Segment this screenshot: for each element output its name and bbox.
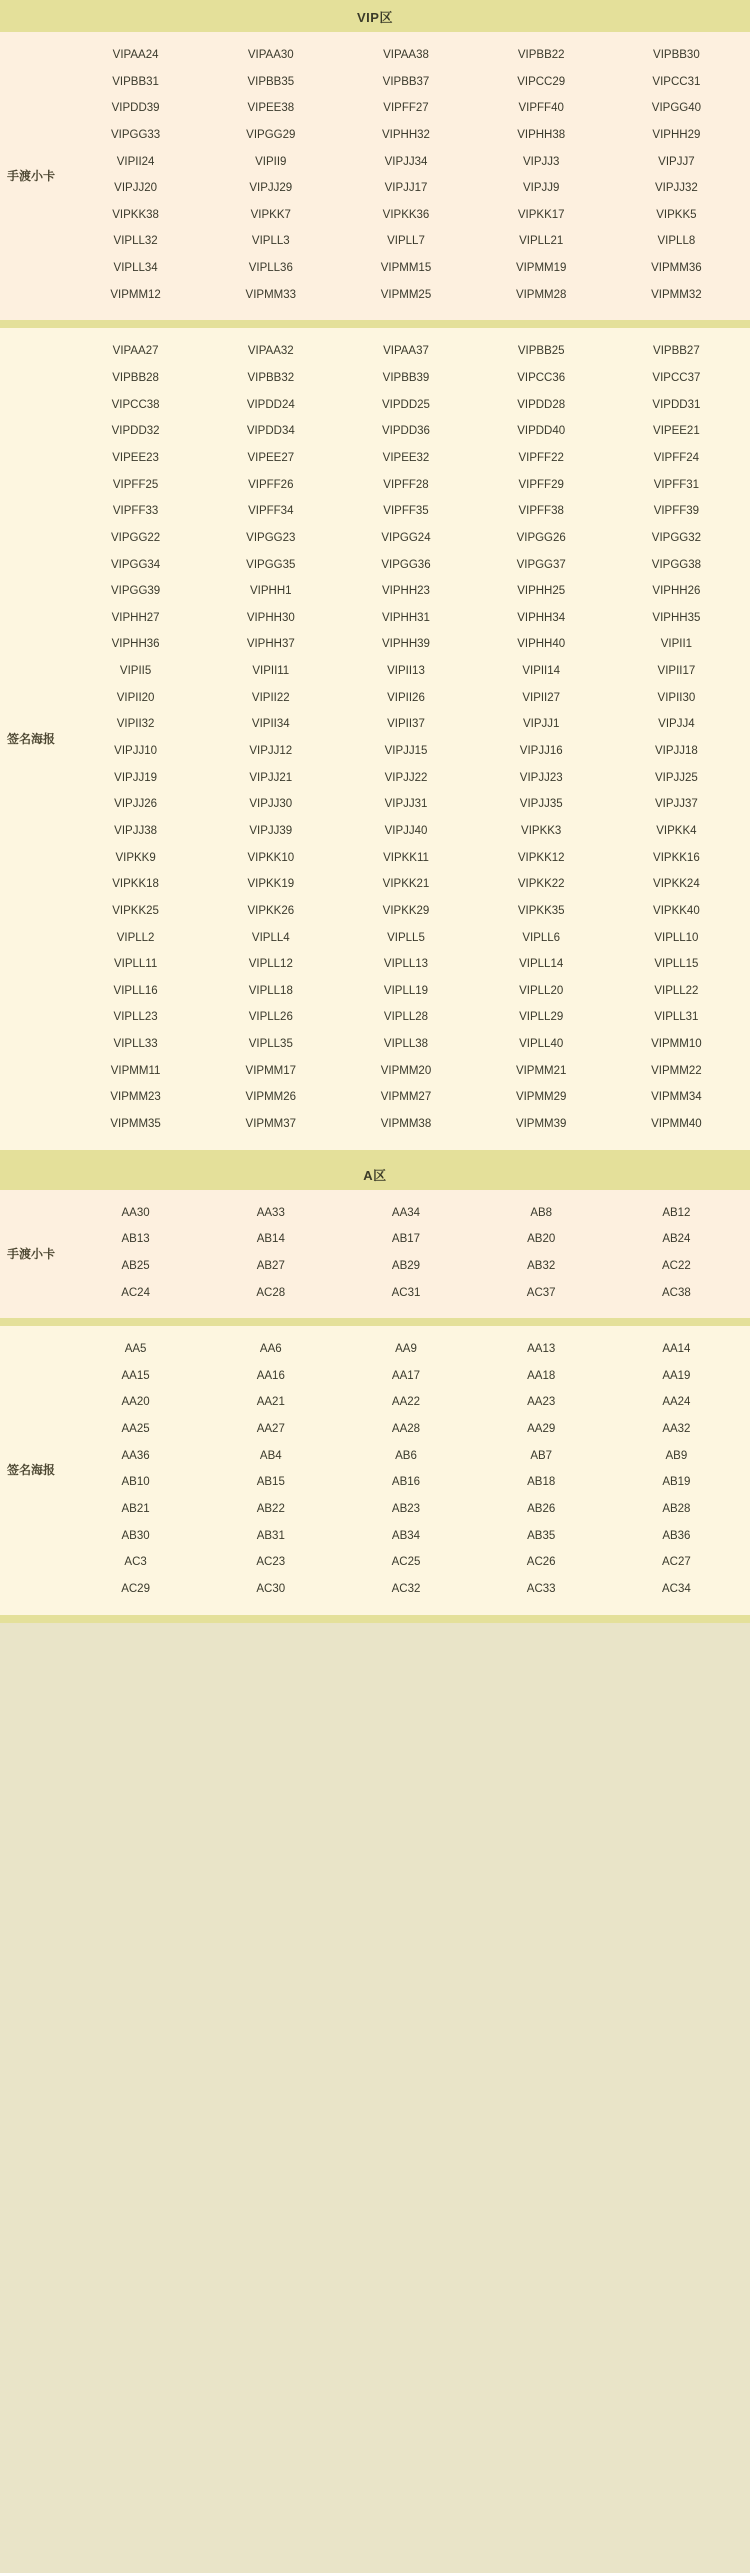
winner-code: VIPAA30 <box>247 49 294 61</box>
winner-code: VIPDD32 <box>111 425 160 438</box>
winner-code: VIPKK38 <box>112 208 159 221</box>
winner-code: VIPBB35 <box>247 75 295 88</box>
winner-code: VIPJJ23 <box>519 771 563 784</box>
winner-code: VIPLL14 <box>519 958 564 971</box>
zone-title: VIP区 <box>0 0 750 32</box>
winner-code: VIPDD25 <box>382 398 430 411</box>
winner-code: VIPLL10 <box>654 931 699 944</box>
winner-code: VIPJJ9 <box>522 182 560 195</box>
winner-code: VIPMM32 <box>651 288 702 301</box>
winner-code: VIPDD40 <box>517 425 566 438</box>
winner-code: VIPHH26 <box>652 585 701 598</box>
winner-code: VIPDD31 <box>652 398 701 411</box>
winner-code: VIPMM27 <box>380 1091 432 1104</box>
winner-code: VIPFF28 <box>383 478 429 491</box>
winner-code: VIPAA24 <box>112 49 159 61</box>
winner-code: VIPJJ15 <box>384 745 428 758</box>
winner-code: AB23 <box>391 1503 421 1516</box>
winner-code: VIPJJ32 <box>654 182 698 195</box>
winner-code: AB25 <box>121 1259 150 1272</box>
winner-code: AA33 <box>256 1206 285 1219</box>
winner-code: VIPBB31 <box>112 75 159 88</box>
winner-code: VIPGG35 <box>246 558 296 571</box>
winner-code: AB10 <box>121 1476 150 1489</box>
winner-code: VIPEE21 <box>653 425 700 438</box>
prize-section-label: 签名海报 <box>6 731 55 746</box>
winner-code: VIPEE32 <box>382 451 430 464</box>
winner-code: AA17 <box>391 1369 421 1382</box>
winner-code: AA20 <box>121 1396 150 1409</box>
winner-code: VIPLL2 <box>116 931 155 944</box>
winner-code: AC23 <box>256 1556 286 1569</box>
winner-code: AA36 <box>121 1449 150 1462</box>
winner-code: AB20 <box>527 1233 556 1246</box>
winner-code: AB9 <box>665 1449 688 1462</box>
winner-code: VIPJJ17 <box>384 182 428 195</box>
winner-code: VIPEE23 <box>112 451 159 464</box>
winner-code: AA15 <box>121 1369 150 1382</box>
winner-code: VIPKK9 <box>115 851 156 864</box>
winner-code: AB30 <box>121 1529 150 1542</box>
winner-code: VIPJJ3 <box>522 155 560 168</box>
zone-block <box>0 1158 750 1623</box>
winner-code: VIPHH40 <box>517 638 566 651</box>
winner-code: VIPHH25 <box>517 585 566 598</box>
winner-code: AA5 <box>124 1343 147 1356</box>
winner-code: AA6 <box>259 1343 282 1356</box>
winner-code: VIPHH39 <box>382 638 430 651</box>
winner-code: VIPMM10 <box>651 1038 702 1051</box>
winner-code: VIPMM25 <box>380 288 432 301</box>
winner-code: AB14 <box>256 1233 285 1246</box>
zone-block <box>0 0 750 1158</box>
winner-code: VIPGG23 <box>246 531 296 544</box>
winner-code: VIPMM12 <box>110 288 161 301</box>
winner-code: VIPAA38 <box>383 49 429 61</box>
winner-code: VIPMM40 <box>651 1117 702 1130</box>
winner-code: VIPAA32 <box>247 345 294 358</box>
winner-code: AC25 <box>391 1556 421 1569</box>
winner-code: VIPHH38 <box>517 128 566 141</box>
winner-code: VIPBB32 <box>247 372 295 385</box>
winner-code: AC38 <box>662 1286 691 1299</box>
winner-code: VIPLL3 <box>251 235 290 248</box>
winner-code: AB26 <box>527 1503 556 1516</box>
winner-code: VIPFF29 <box>518 478 564 491</box>
winner-code: VIPII30 <box>657 691 696 704</box>
winner-code: VIPGG36 <box>381 558 431 571</box>
winner-code: AB27 <box>256 1259 285 1272</box>
winner-code: AC30 <box>256 1582 286 1595</box>
prize-section <box>0 328 750 1157</box>
winner-code: VIPMM29 <box>515 1091 567 1104</box>
winner-code: VIPJJ20 <box>114 182 157 195</box>
winner-code: VIPJJ22 <box>384 771 428 784</box>
winner-code: VIPFF33 <box>112 505 159 518</box>
winner-code: AC32 <box>391 1582 421 1595</box>
winner-code: VIPKK25 <box>112 904 159 917</box>
winner-code: VIPHH31 <box>382 611 430 624</box>
winner-code: VIPDD28 <box>517 398 566 411</box>
winner-code: VIPBB30 <box>653 49 700 61</box>
prize-section <box>0 1326 750 1622</box>
winner-code: AA14 <box>662 1343 691 1356</box>
winner-code: VIPEE27 <box>247 451 295 464</box>
winner-code: AA25 <box>121 1423 150 1436</box>
winner-code: VIPLL16 <box>113 984 158 997</box>
winner-code: VIPLL23 <box>113 1011 158 1024</box>
winner-code: VIPMM33 <box>245 288 297 301</box>
winner-code: VIPMM26 <box>245 1091 297 1104</box>
winner-code: AC37 <box>526 1286 556 1299</box>
winner-code: VIPII20 <box>116 691 155 704</box>
winner-code: VIPHH32 <box>382 128 430 141</box>
winner-code: VIPFF31 <box>653 478 700 491</box>
winner-code: VIPJJ10 <box>114 745 157 758</box>
winner-code: VIPKK17 <box>517 208 565 221</box>
winner-code: VIPII26 <box>387 691 425 704</box>
winner-code: AA22 <box>391 1396 421 1409</box>
winner-code: VIPLL31 <box>654 1011 699 1024</box>
winner-code: VIPLL26 <box>248 1011 293 1024</box>
winner-code: VIPMM17 <box>245 1064 297 1077</box>
winner-code: AA28 <box>391 1423 421 1436</box>
winner-code: VIPMM22 <box>651 1064 702 1077</box>
winner-code: VIPKK4 <box>656 824 697 837</box>
winner-code: AA23 <box>527 1396 556 1409</box>
winner-code: VIPHH35 <box>652 611 701 624</box>
winner-code: VIPLL11 <box>113 958 158 971</box>
winner-code: VIPLL34 <box>113 262 158 275</box>
winner-code: AA29 <box>527 1423 556 1436</box>
winner-code: VIPJJ25 <box>654 771 698 784</box>
code-grid <box>62 1326 750 1614</box>
winner-code: VIPJJ31 <box>384 798 428 811</box>
winner-code: VIPLL15 <box>654 958 699 971</box>
winner-code: VIPGG33 <box>110 128 161 141</box>
winner-code: VIPGG26 <box>516 531 566 544</box>
winner-code: VIPKK18 <box>112 878 159 891</box>
winner-code: AB21 <box>121 1503 150 1516</box>
winner-code: AB34 <box>391 1529 421 1542</box>
winner-code: AB12 <box>662 1206 691 1219</box>
winner-code: VIPII14 <box>522 665 561 678</box>
winner-code: VIPKK26 <box>247 904 295 917</box>
winner-code: VIPMM23 <box>110 1091 161 1104</box>
winner-code: VIPLL5 <box>387 931 425 944</box>
winner-code: VIPJJ16 <box>519 745 563 758</box>
winner-code: AB19 <box>662 1476 691 1489</box>
winner-code: AC29 <box>121 1582 150 1595</box>
winner-code: VIPDD34 <box>246 425 295 438</box>
winner-code: AB35 <box>527 1529 556 1542</box>
winner-code: VIPKK21 <box>382 878 430 891</box>
winner-code: AB29 <box>391 1259 421 1272</box>
winner-code: VIPLL19 <box>383 984 429 997</box>
winner-code: VIPKK29 <box>382 904 430 917</box>
winner-code: VIPLL4 <box>251 931 290 944</box>
winner-code: AC26 <box>526 1556 556 1569</box>
winner-code: VIPKK35 <box>517 904 565 917</box>
winner-code: VIPII13 <box>387 665 425 678</box>
winner-code: VIPHH27 <box>111 611 160 624</box>
winner-code: VIPAA37 <box>383 345 429 358</box>
winner-code: VIPFF38 <box>518 505 564 518</box>
winner-code: VIPBB28 <box>112 372 159 385</box>
winner-code: AB13 <box>121 1233 150 1246</box>
winner-code: VIPII17 <box>657 665 696 678</box>
winner-code: VIPHH36 <box>111 638 160 651</box>
prize-section <box>0 32 750 328</box>
winner-code: VIPEE38 <box>247 102 295 115</box>
winner-code: VIPFF24 <box>653 451 700 464</box>
winner-code: VIPII34 <box>251 718 290 731</box>
winner-code: VIPMM39 <box>515 1117 567 1130</box>
winner-code: VIPKK22 <box>517 878 565 891</box>
winner-code: AB22 <box>256 1503 285 1516</box>
winner-code: VIPGG24 <box>381 531 431 544</box>
winner-code: VIPKK24 <box>653 878 700 891</box>
winner-code: VIPJJ26 <box>114 798 157 811</box>
winner-code: VIPAA27 <box>112 345 159 358</box>
winner-code: VIPLL7 <box>387 235 425 248</box>
winner-code: VIPLL21 <box>519 235 564 248</box>
winner-code: AA21 <box>256 1396 285 1409</box>
winner-code: VIPFF35 <box>383 505 429 518</box>
winner-code: VIPFF25 <box>112 478 159 491</box>
winner-code: AB17 <box>391 1233 421 1246</box>
winner-code: VIPII27 <box>522 691 561 704</box>
winner-code: AC24 <box>121 1286 150 1299</box>
winner-code: VIPCC29 <box>517 75 566 88</box>
winner-code: VIPHH1 <box>250 585 292 598</box>
winner-code: VIPJJ30 <box>249 798 293 811</box>
winner-code: VIPCC37 <box>652 372 701 385</box>
winner-code: VIPII1 <box>660 638 693 651</box>
winner-code: VIPKK40 <box>653 904 700 917</box>
winner-code: VIPDD39 <box>111 102 160 115</box>
winner-code: VIPGG38 <box>651 558 701 571</box>
code-grid <box>62 328 750 1149</box>
winner-code: VIPJJ1 <box>522 718 560 731</box>
winner-code: VIPJJ21 <box>249 771 293 784</box>
winner-code: VIPGG39 <box>110 585 161 598</box>
winner-code: VIPKK11 <box>383 851 429 864</box>
winner-code: VIPMM15 <box>380 262 432 275</box>
winner-code: VIPBB39 <box>382 372 430 385</box>
winner-code: VIPMM38 <box>380 1117 432 1130</box>
winner-code: VIPJJ18 <box>654 745 698 758</box>
winner-code: AA19 <box>662 1369 691 1382</box>
winner-code: AA24 <box>662 1396 691 1409</box>
winner-code: AB7 <box>530 1449 553 1462</box>
winner-code: AB4 <box>259 1449 282 1462</box>
winner-code: VIPCC36 <box>517 372 566 385</box>
winner-code: VIPJJ39 <box>249 824 293 837</box>
winner-code: AA13 <box>527 1343 556 1356</box>
winner-code: AA32 <box>662 1423 691 1436</box>
winner-code: VIPGG29 <box>246 128 296 141</box>
winner-code: VIPKK10 <box>247 851 295 864</box>
winner-code: AC34 <box>662 1582 691 1595</box>
zone-title: A区 <box>0 1158 750 1190</box>
prize-section-label: 签名海报 <box>6 1462 55 1477</box>
winner-code: VIPII11 <box>252 665 290 678</box>
winner-code: VIPJJ12 <box>249 745 293 758</box>
winner-code: AB31 <box>256 1529 285 1542</box>
winner-code: VIPKK7 <box>250 208 291 221</box>
winner-code: VIPBB22 <box>517 49 565 61</box>
winner-code: AC3 <box>124 1556 147 1569</box>
winner-code: VIPGG40 <box>651 102 701 115</box>
winner-code: VIPII5 <box>119 665 152 678</box>
winner-code: VIPBB25 <box>517 345 565 358</box>
winner-code: VIPMM11 <box>110 1064 161 1077</box>
winner-code: VIPLL32 <box>113 235 158 248</box>
winner-code: VIPLL13 <box>383 958 429 971</box>
winner-code: VIPLL33 <box>113 1038 158 1051</box>
winner-code: AC22 <box>662 1259 691 1272</box>
winner-code: VIPLL35 <box>248 1038 293 1051</box>
winner-code: VIPLL40 <box>519 1038 564 1051</box>
winner-code: AC27 <box>662 1556 691 1569</box>
winner-code: VIPCC38 <box>111 398 160 411</box>
winner-code: VIPGG34 <box>110 558 161 571</box>
winner-code: AA27 <box>256 1423 285 1436</box>
winner-code: AB18 <box>527 1476 556 1489</box>
winner-code: VIPLL29 <box>519 1011 564 1024</box>
winner-code: VIPGG37 <box>516 558 566 571</box>
winner-code: VIPMM37 <box>245 1117 297 1130</box>
prize-section <box>0 1190 750 1327</box>
winner-code: AB36 <box>662 1529 691 1542</box>
winner-code: VIPLL28 <box>383 1011 429 1024</box>
winner-code: VIPMM34 <box>651 1091 702 1104</box>
winner-code: AA34 <box>391 1206 421 1219</box>
winner-code: VIPJJ34 <box>384 155 428 168</box>
winner-code: VIPLL6 <box>522 931 561 944</box>
winner-code: VIPJJ35 <box>519 798 563 811</box>
winner-code: VIPKK19 <box>247 878 295 891</box>
winner-code: VIPHH34 <box>517 611 566 624</box>
winner-code: VIPJJ37 <box>654 798 698 811</box>
winner-code: AB8 <box>530 1206 553 1219</box>
winner-code: AA18 <box>527 1369 556 1382</box>
winner-code: VIPLL8 <box>657 235 696 248</box>
winner-code: VIPBB27 <box>653 345 700 358</box>
winner-code: VIPGG32 <box>651 531 701 544</box>
winner-code: AC28 <box>256 1286 286 1299</box>
winner-code: VIPKK5 <box>656 208 697 221</box>
winner-code: VIPII22 <box>251 691 290 704</box>
winner-code: VIPCC31 <box>652 75 701 88</box>
winner-code: AB24 <box>662 1233 691 1246</box>
winner-code: AB28 <box>662 1503 691 1516</box>
winner-code: VIPDD36 <box>382 425 430 438</box>
prize-section-label: 手渡小卡 <box>6 1246 55 1261</box>
code-grid <box>62 32 750 320</box>
winner-code: VIPDD24 <box>246 398 295 411</box>
winner-code: AA9 <box>395 1343 417 1356</box>
winner-code: VIPJJ19 <box>114 771 157 784</box>
winner-code: AB32 <box>527 1259 556 1272</box>
winner-code: VIPJJ4 <box>658 718 695 731</box>
winner-code: AA30 <box>121 1206 150 1219</box>
winner-code: VIPJJ7 <box>658 155 695 168</box>
winner-code: AB15 <box>256 1476 285 1489</box>
code-grid <box>62 1190 750 1319</box>
winner-code: VIPKK36 <box>382 208 430 221</box>
winner-code: VIPFF39 <box>653 505 700 518</box>
winner-code: VIPMM20 <box>380 1064 432 1077</box>
winner-code: VIPII32 <box>116 718 155 731</box>
winner-code: VIPLL22 <box>654 984 699 997</box>
winner-code: VIPMM28 <box>515 288 567 301</box>
winner-code: VIPHH30 <box>246 611 295 624</box>
winner-code: VIPII24 <box>116 155 155 168</box>
winner-code: VIPKK12 <box>517 851 565 864</box>
winner-code: VIPLL38 <box>383 1038 429 1051</box>
winner-code: AC31 <box>391 1286 421 1299</box>
winner-code: AA16 <box>256 1369 285 1382</box>
winner-code: AB6 <box>395 1449 417 1462</box>
winner-code: VIPBB37 <box>382 75 430 88</box>
winner-code: VIPMM21 <box>515 1064 567 1077</box>
prize-section-label: 手渡小卡 <box>6 168 55 183</box>
winner-code: VIPJJ38 <box>114 824 157 837</box>
winner-code: VIPII9 <box>255 155 287 168</box>
winner-code: VIPMM19 <box>515 262 567 275</box>
winner-code: VIPLL12 <box>248 958 293 971</box>
winner-code: VIPMM35 <box>110 1117 161 1130</box>
winner-code: VIPHH29 <box>652 128 701 141</box>
winner-code: VIPFF22 <box>518 451 564 464</box>
winner-code: VIPHH23 <box>382 585 430 598</box>
winner-code: AC33 <box>526 1582 556 1595</box>
winner-code: VIPGG22 <box>110 531 161 544</box>
winner-code: VIPFF34 <box>248 505 294 518</box>
winner-code: VIPII37 <box>387 718 425 731</box>
winner-code: VIPMM36 <box>651 262 702 275</box>
winner-code: VIPLL18 <box>248 984 293 997</box>
winner-code: VIPJJ29 <box>249 182 293 195</box>
winner-code: VIPJJ40 <box>384 824 428 837</box>
winner-code: VIPFF27 <box>383 102 429 115</box>
winner-code: VIPKK16 <box>653 851 700 864</box>
winner-code: VIPLL36 <box>248 262 293 275</box>
winner-code: VIPFF40 <box>518 102 564 115</box>
winner-code: AB16 <box>391 1476 421 1489</box>
winner-code: VIPFF26 <box>248 478 294 491</box>
winner-code: VIPHH37 <box>246 638 295 651</box>
winner-code: VIPKK3 <box>521 824 562 837</box>
winner-code: VIPLL20 <box>519 984 564 997</box>
